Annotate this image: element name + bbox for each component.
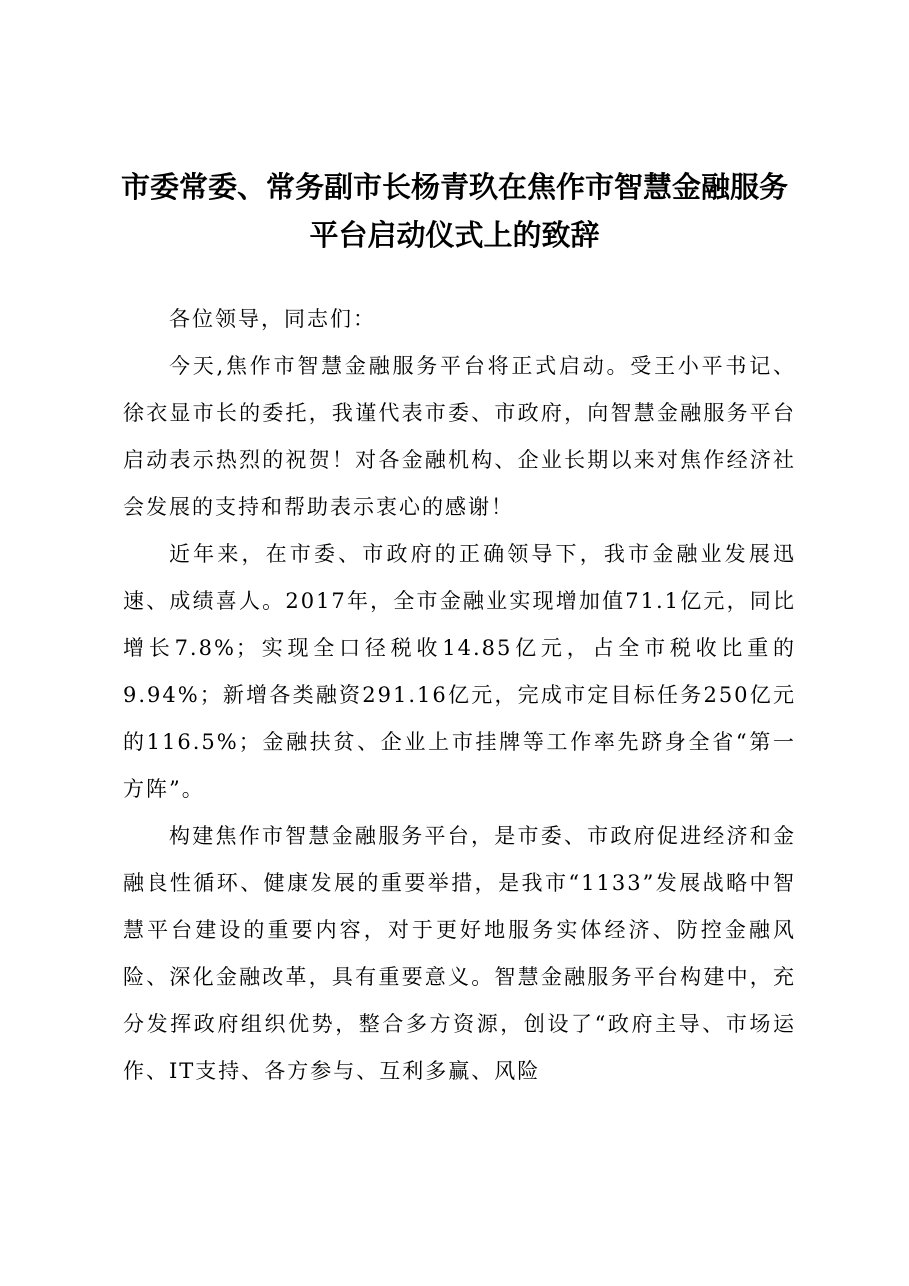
paragraph-platform: 构建焦作市智慧金融服务平台，是市委、市政府促进经济和金融良性循环、健康发展的重要举措，是我市“1133”发展战略中智慧平台建设的重要内容，对于更好地服务实体经济、防控金融风险、深化金融改革，具有重要意义。智慧金融服务平台构建中，充分发挥政府组织优势，整合多方资源，创设了“政府主导、市场运作、IT支持、各方参与、互利多赢、风险 [123, 824, 796, 1083]
document-title: 市委常委、常务副市长杨青玖在焦作市智慧金融服务平台启动仪式上的致辞 [120, 170, 788, 252]
paragraph-salutation: 各位领导，同志们： [169, 307, 376, 331]
paragraph-achievements: 近年来，在市委、市政府的正确领导下，我市金融业发展迅速、成绩喜人。2017年，全市金融业实现增加值71.1亿元，同比增长7.8%；实现全口径税收14.85亿元，占全市税收比重的9.94%；新增各类融资291.16亿元，完成市定目标任务250亿元的116.5%；金融扶贫、企业上市挂牌等工作率先跻身全省“第一方阵”。 [123, 542, 796, 801]
paragraph-opening: 今天,焦作市智慧金融服务平台将正式启动。受王小平书记、徐衣显市长的委托，我谨代表市委、市政府，向智慧金融服务平台启动表示热烈的祝贺！对各金融机构、企业长期以来对焦作经济社会发展的支持和帮助表示衷心的感谢！ [123, 354, 796, 519]
document-body [123, 296, 796, 1095]
